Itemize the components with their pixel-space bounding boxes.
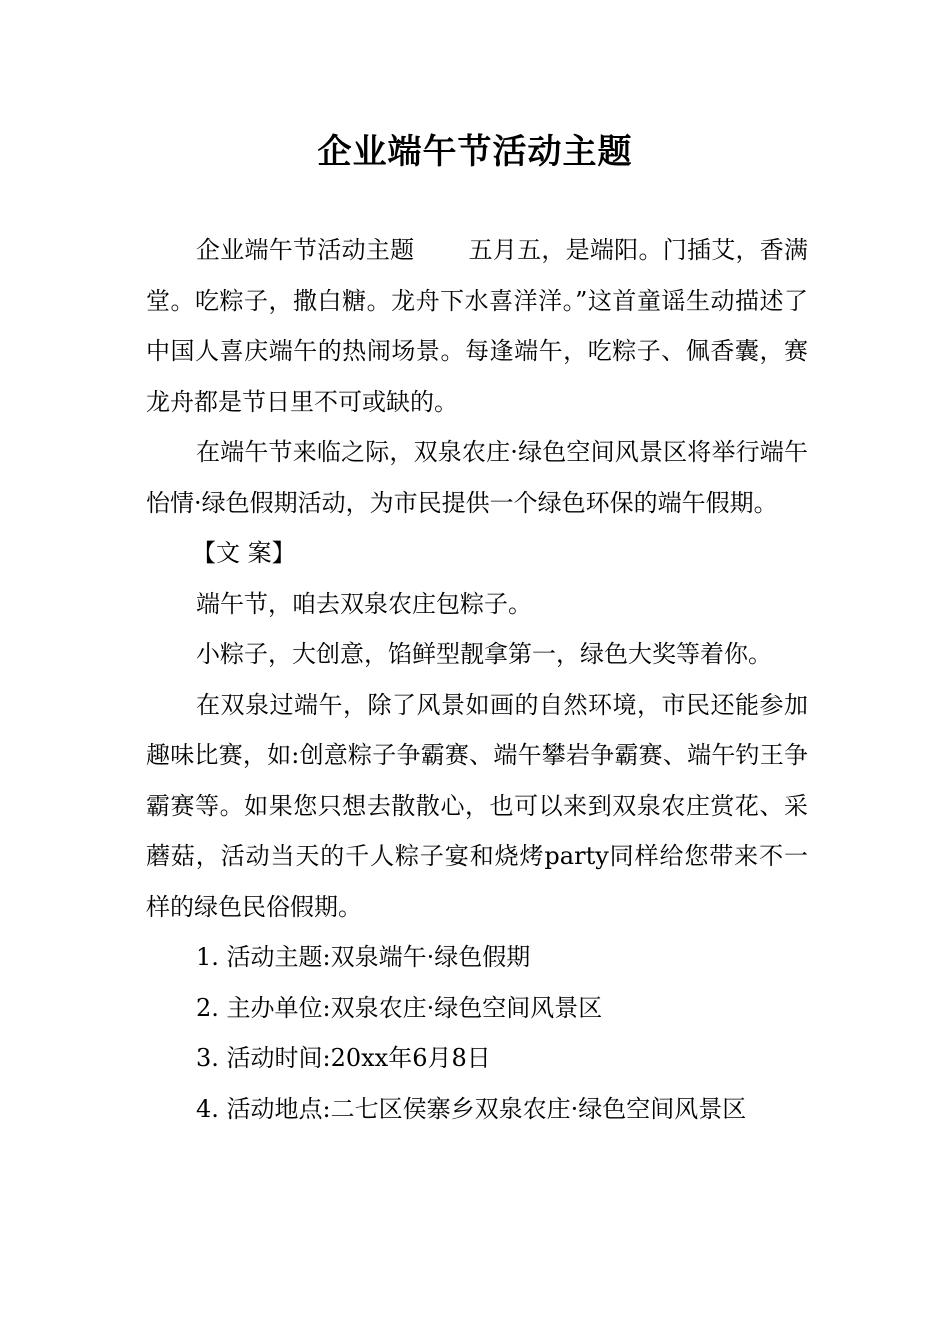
slogan-line-2: 小粽子，大创意，馅鲜型靓拿第一，绿色大奖等着你。 xyxy=(196,640,772,668)
intro-text: 五月五，是端阳。门插艾，香满堂。吃粽子，撒白糖。龙舟下水喜洋洋。”这首童谣生动描述了中国人喜庆端午的热闹场景。每逢端午，吃粽子、佩香囊，赛龙舟都是节日里不可或缺的。 xyxy=(146,236,809,416)
section-label-copywriting: 【文 案】 xyxy=(192,539,296,567)
list-item-time: 3. 活动时间:20xx年6月8日 xyxy=(196,1044,491,1072)
list-item-location: 4. 活动地点:二七区侯寨乡双泉农庄·绿色空间风景区 xyxy=(196,1094,747,1123)
document-body xyxy=(146,225,808,1134)
paragraph-activities: 在双泉过端午，除了风景如画的自然环境，市民还能参加趣味比赛，如:创意粽子争霸赛、端午攀岩争霸赛、端午钓王争霸赛等。如果您只想去散散心，也可以来到双泉农庄赏花、采蘑菇，活动当天的千人粽子宴和烧烤party同样给您带来不一样的绿色民俗假期。 xyxy=(146,690,808,921)
document-title: 企业端午节活动主题 xyxy=(317,132,633,172)
intro-paragraph xyxy=(146,225,808,427)
slogan-line-1: 端午节，咱去双泉农庄包粽子。 xyxy=(196,589,532,618)
list-item-organizer: 2. 主办单位:双泉农庄·绿色空间风景区 xyxy=(196,993,603,1022)
intro-heading: 企业端午节活动主题 xyxy=(196,236,415,264)
list-item-theme: 1. 活动主题:双泉端午·绿色假期 xyxy=(196,943,531,971)
paragraph-announcement: 在端午节来临之际，双泉农庄·绿色空间风景区将举行端午怡情·绿色假期活动，为市民提供一个绿色环保的端午假期。 xyxy=(146,438,808,517)
